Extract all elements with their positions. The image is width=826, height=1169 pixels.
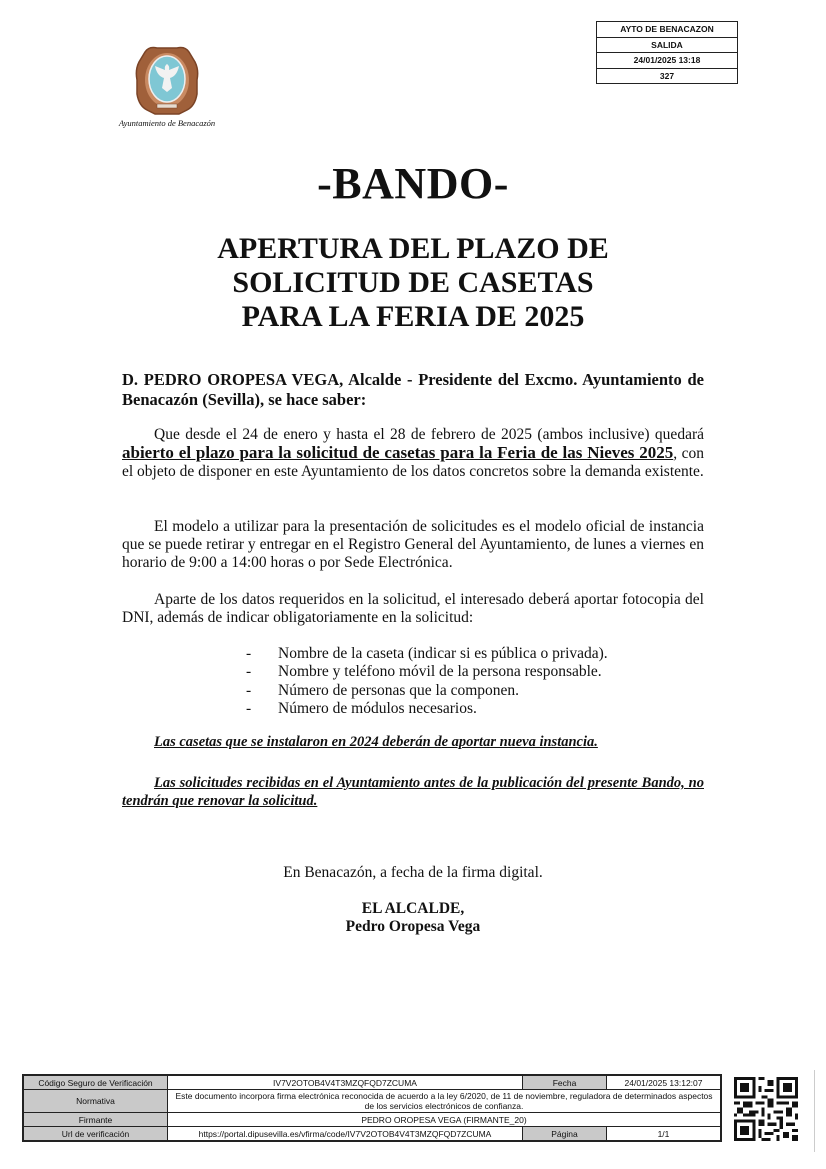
list-item-text: Nombre y teléfono móvil de la persona responsable. <box>278 663 602 681</box>
logo-caption: Ayuntamiento de Benacazón <box>118 118 216 128</box>
coat-of-arms-dove-icon <box>135 44 199 116</box>
list-item <box>246 663 608 681</box>
pagina-label: Página <box>523 1127 607 1142</box>
p1-end: , con el objeto de disponer en este Ayuntamiento de los datos concretos sobre la demanda existente. <box>122 445 704 480</box>
verification-table <box>22 1074 722 1142</box>
stamp-entity: AYTO DE BENACAZON <box>597 22 737 38</box>
stamp-type: SALIDA <box>597 38 737 54</box>
csv-value: IV7V2OTOB4V4T3MZQFQD7ZCUMA <box>168 1075 523 1090</box>
note-2024-casetas: Las casetas que se instalaron en 2024 deberán de aportar nueva instancia. <box>154 734 598 750</box>
dash-bullet-icon: - <box>246 645 252 662</box>
signature-block <box>0 900 826 936</box>
list-item-text: Número de personas que la componen. <box>278 681 520 699</box>
pagina-value: 1/1 <box>607 1127 722 1142</box>
url-value[interactable]: https://portal.dipusevilla.es/vfirma/code/IV7V2OTOB4V4T3MZQFQD7ZCUMA <box>168 1127 523 1142</box>
note-previous-requests: Las solicitudes recibidas en el Ayuntamiento antes de la publicación del presente Bando, no tendrán que renovar la solicitud. <box>122 775 704 809</box>
headline <box>0 232 826 334</box>
csv-label: Código Seguro de Verificación <box>23 1075 168 1090</box>
list-item <box>246 682 608 700</box>
stamp-number: 327 <box>659 70 675 81</box>
paragraph-requirements: Aparte de los datos requeridos en la solicitud, el interesado deberá aportar fotocopia del DNI, además de indicar obligatoriamente en la solicitud: <box>122 591 704 626</box>
fecha-label: Fecha <box>523 1075 607 1090</box>
firmante-label: Firmante <box>23 1113 168 1127</box>
dash-bullet-icon: - <box>246 663 252 681</box>
headline-line: PARA LA FERIA DE 2025 <box>241 300 585 333</box>
paragraph-model: El modelo a utilizar para la presentación de solicitudes es el modelo oficial de instancia que se puede retirar y entregar en el Registro General del Ayuntamiento, de lunes a viernes en horario de 9:00 a 14:00 horas o por Sede Electrónica. <box>122 518 704 571</box>
firmante-value: PEDRO OROPESA VEGA (FIRMANTE_20) <box>168 1113 722 1127</box>
dash-bullet-icon: - <box>246 699 252 717</box>
list-item <box>246 700 608 718</box>
list-item-text: Número de módulos necesarios. <box>278 699 477 717</box>
qr-code-icon[interactable] <box>734 1077 798 1141</box>
p1-emphasis: abierto el plazo para la solicitud de casetas para la Feria de las Nieves 2025 <box>122 443 674 462</box>
signer-name: Pedro Oropesa Vega <box>345 918 481 935</box>
signer-role: EL ALCALDE, <box>361 900 465 917</box>
headline-line: SOLICITUD DE CASETAS <box>232 266 594 299</box>
stamp-datetime: 24/01/2025 13:18 <box>597 53 737 69</box>
list-item <box>246 645 608 663</box>
paragraph-dates <box>122 426 704 481</box>
requirements-list <box>246 645 608 718</box>
document-title: -BANDO- <box>317 159 509 208</box>
p1-start: Que desde el 24 de enero y hasta el 28 de febrero de 2025 (ambos inclusive) quedará <box>154 426 704 443</box>
fecha-value: 24/01/2025 13:12:07 <box>607 1075 722 1090</box>
normativa-label: Normativa <box>23 1090 168 1113</box>
intro-paragraph: D. PEDRO OROPESA VEGA, Alcalde - Presidente del Excmo. Ayuntamiento de Benacazón (Sevilla), se hace saber: <box>122 370 704 409</box>
list-item-text: Nombre de la caseta (indicar si es pública o privada). <box>278 645 608 662</box>
place-date: En Benacazón, a fecha de la firma digital. <box>283 864 543 881</box>
normativa-value: Este documento incorpora firma electrónica reconocida de acuerdo a la ley 6/2020, de 11 de noviembre, reguladora de determinados aspectos de los servicios electrónicos de confianza. <box>168 1090 722 1113</box>
url-label: Url de verificación <box>23 1127 168 1142</box>
dash-bullet-icon: - <box>246 681 252 699</box>
headline-line: APERTURA DEL PLAZO DE <box>217 232 609 265</box>
registry-stamp <box>596 21 738 84</box>
